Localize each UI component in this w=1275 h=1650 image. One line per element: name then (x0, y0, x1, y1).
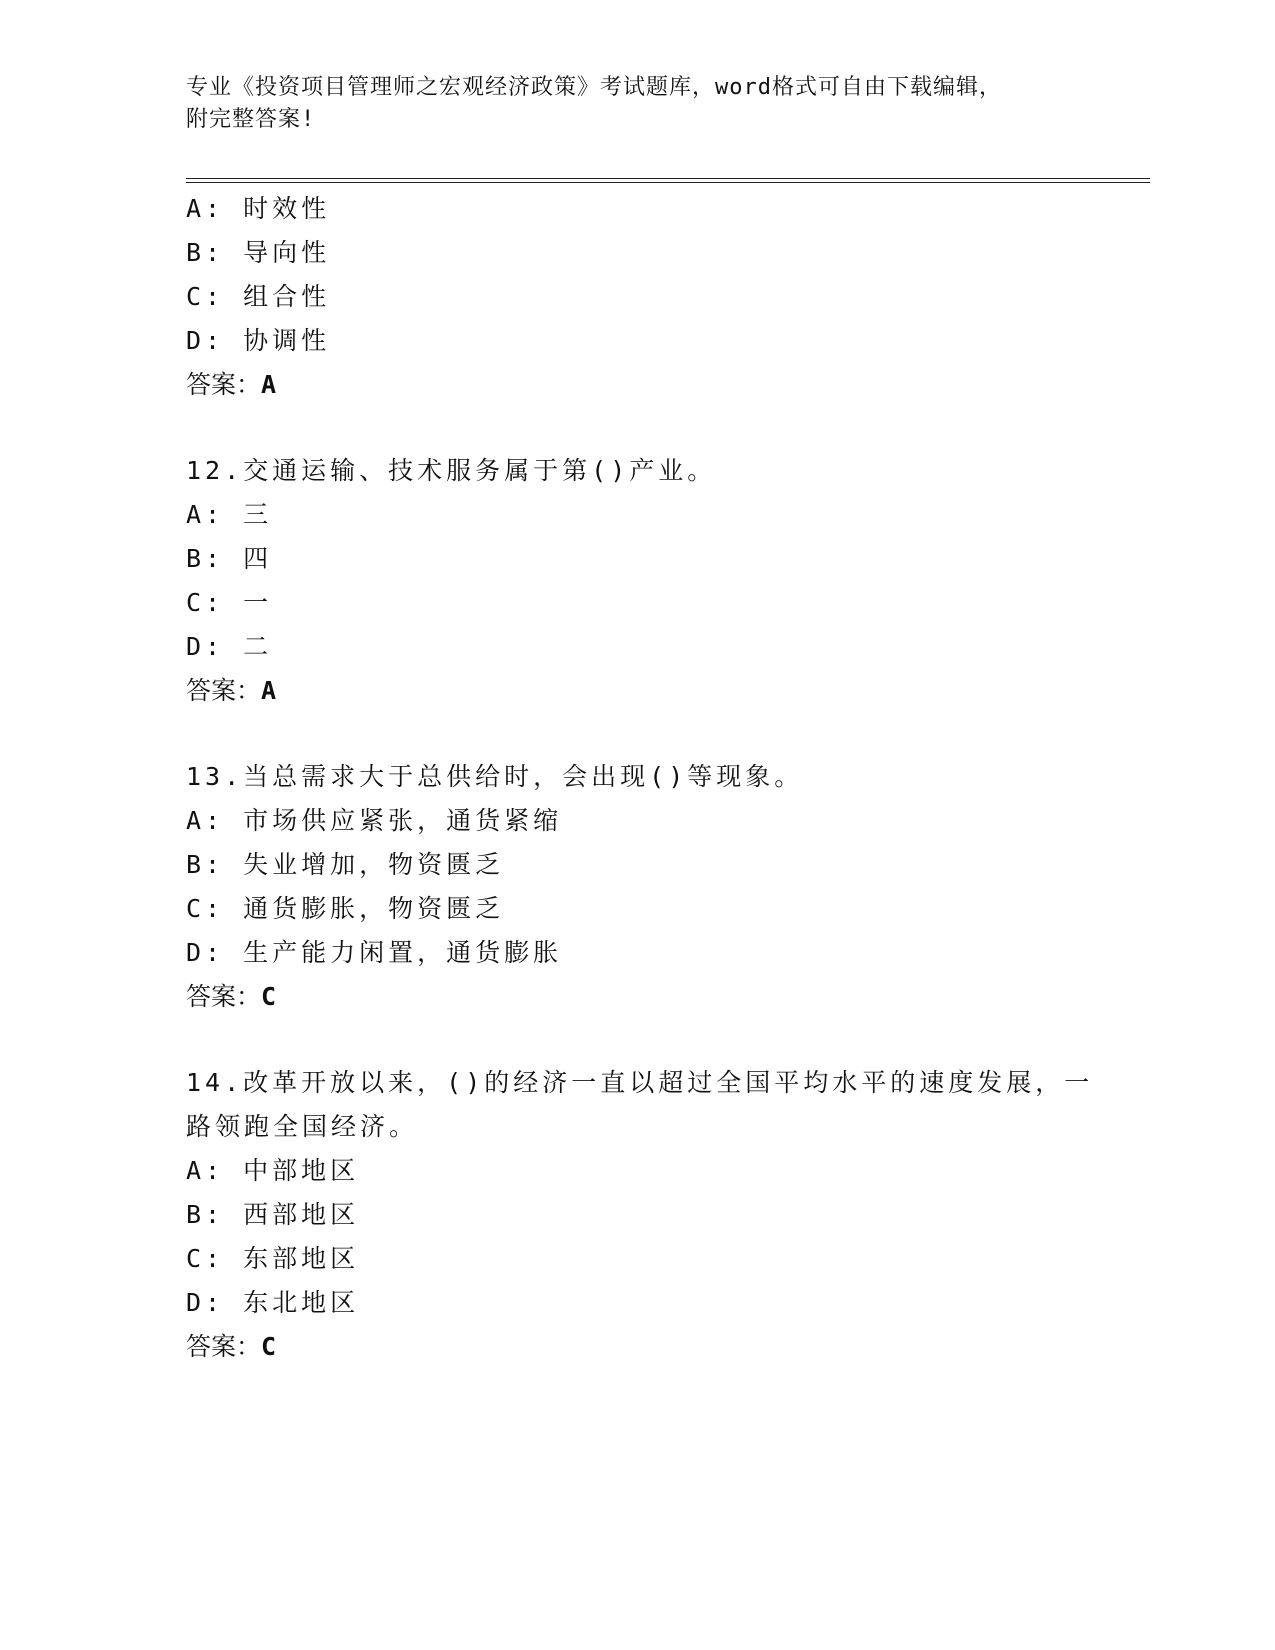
q13-option-a: A: 市场供应紧张，通货紧缩 (186, 806, 563, 835)
header-divider-top (186, 178, 1150, 179)
q11-option-b: B: 导向性 (186, 238, 331, 267)
q12-option-a: A: 三 (186, 500, 273, 529)
q14-answer-label: 答案： (186, 1332, 262, 1361)
q14-answer-value: C (261, 1332, 277, 1361)
q11-option-c: C: 组合性 (186, 282, 331, 311)
q11-answer-label: 答案： (186, 370, 262, 399)
q12-option-d: D: 二 (186, 632, 273, 661)
q11-answer (186, 368, 276, 402)
q14-option-c: C: 东部地区 (186, 1244, 360, 1273)
q14-stem-line-1: 14.改革开放以来，()的经济一直以超过全国平均水平的速度发展，一 (186, 1068, 1094, 1097)
q13-answer (186, 980, 276, 1014)
q12-option-c: C: 一 (186, 588, 273, 617)
q13-option-c: C: 通货膨胀，物资匮乏 (186, 894, 505, 923)
header-divider-bottom (186, 182, 1150, 183)
q13-answer-value: C (261, 982, 277, 1011)
q12-answer-value: A (261, 676, 277, 705)
q12-answer-label: 答案： (186, 676, 262, 705)
q14-option-a: A: 中部地区 (186, 1156, 360, 1185)
q12-answer (186, 674, 276, 708)
header-line-1: 专业《投资项目管理师之宏观经济政策》考试题库，word格式可自由下载编辑， (186, 75, 1002, 100)
q12-stem: 12.交通运输、技术服务属于第()产业。 (186, 456, 717, 485)
q11-option-a: A: 时效性 (186, 194, 331, 223)
q12-option-b: B: 四 (186, 544, 273, 573)
document-header (186, 72, 1066, 136)
q11-answer-value: A (261, 370, 277, 399)
q11-option-d: D: 协调性 (186, 326, 331, 355)
q13-stem: 13.当总需求大于总供给时，会出现()等现象。 (186, 762, 804, 791)
q13-answer-label: 答案： (186, 982, 262, 1011)
q14-option-d: D: 东北地区 (186, 1288, 360, 1317)
q14-option-b: B: 西部地区 (186, 1200, 360, 1229)
q14-stem-line-2: 路领跑全国经济。 (186, 1112, 419, 1141)
q13-option-b: B: 失业增加，物资匮乏 (186, 850, 505, 879)
header-line-2: 附完整答案! (186, 107, 316, 132)
q13-option-d: D: 生产能力闲置，通货膨胀 (186, 938, 563, 967)
q14-answer (186, 1330, 276, 1364)
